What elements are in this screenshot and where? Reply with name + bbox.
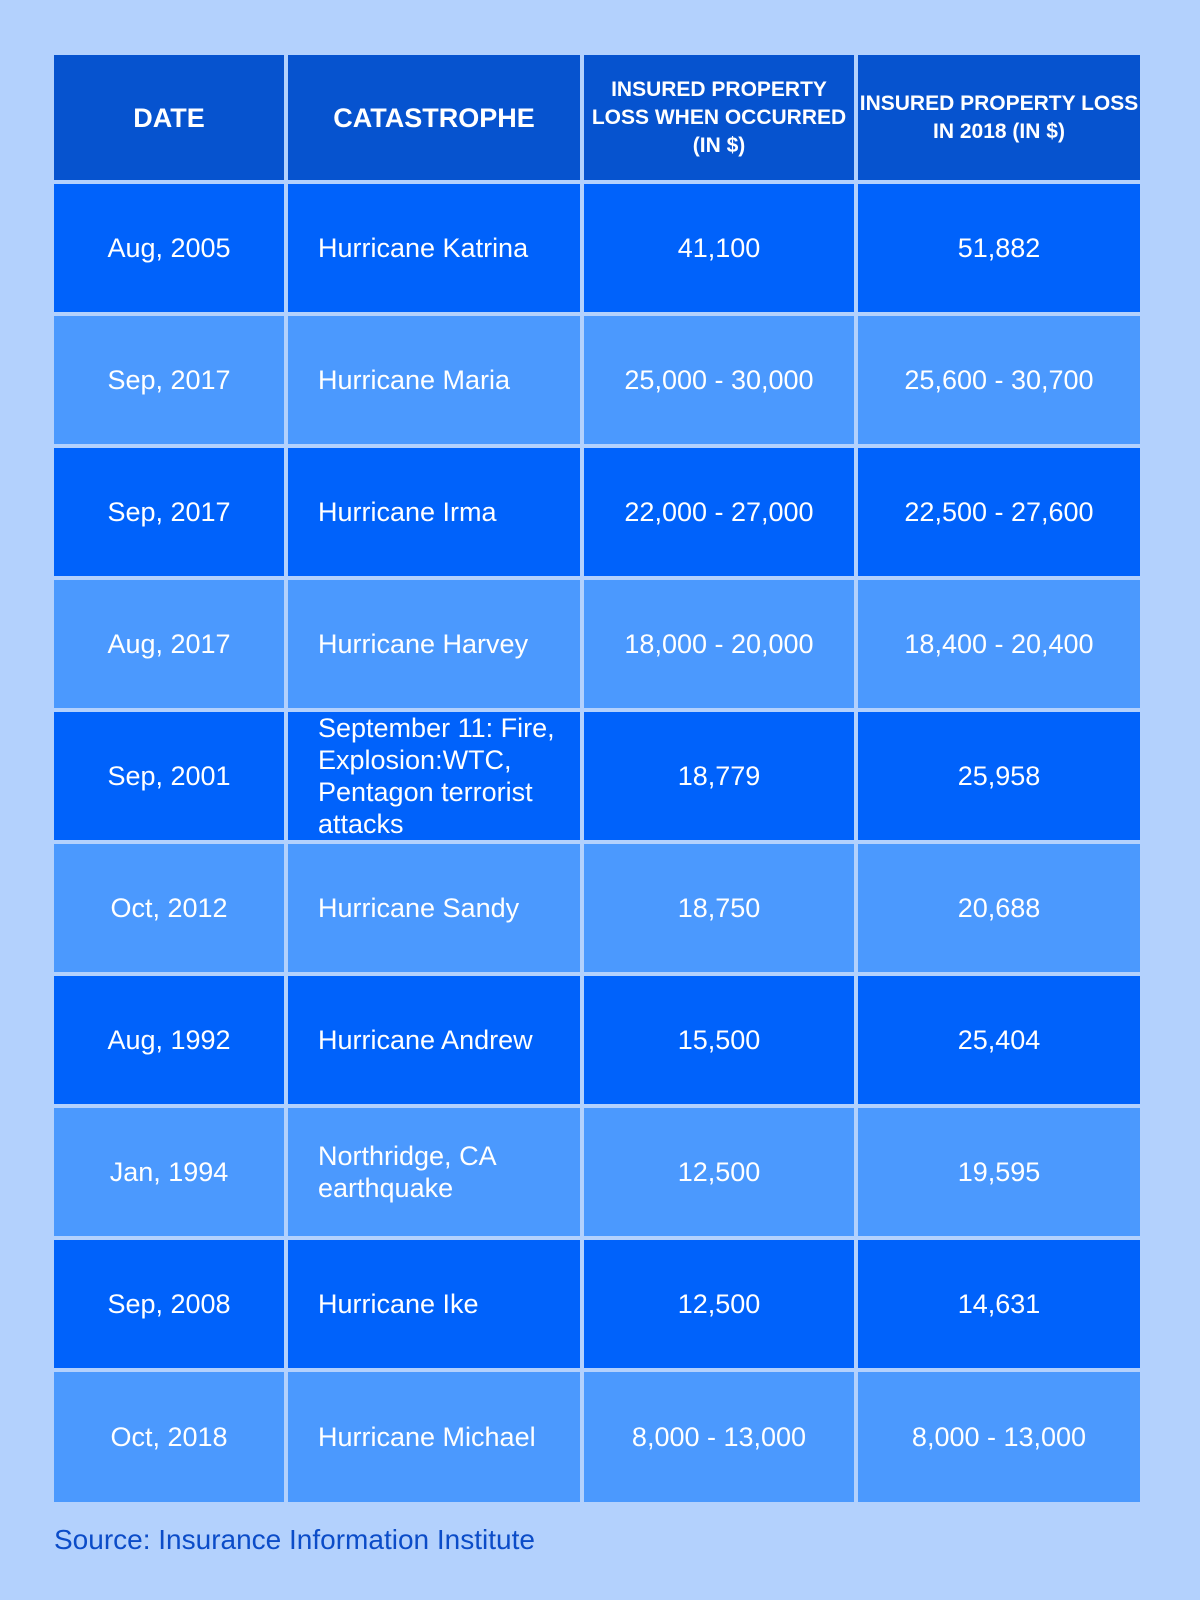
table-row [54,1106,1140,1238]
header-catastrophe: CATASTROPHE [286,55,582,182]
cell-loss-when-occurred: 18,750 [582,842,856,974]
cell-date: Sep, 2001 [54,710,286,842]
table-row [54,446,1140,578]
cell-date: Sep, 2017 [54,314,286,446]
cell-loss-2018: 8,000 - 13,000 [856,1370,1140,1502]
catastrophe-loss-table [54,55,1140,1502]
cell-loss-2018: 25,958 [856,710,1140,842]
header-loss-2018: INSURED PROPERTY LOSS IN 2018 (IN $) [856,55,1140,182]
table-row [54,182,1140,314]
cell-loss-2018: 22,500 - 27,600 [856,446,1140,578]
cell-catastrophe: Hurricane Ike [286,1238,582,1370]
cell-loss-2018: 25,600 - 30,700 [856,314,1140,446]
cell-loss-2018: 14,631 [856,1238,1140,1370]
cell-date: Aug, 1992 [54,974,286,1106]
cell-catastrophe: Northridge, CA earthquake [286,1106,582,1238]
cell-loss-when-occurred: 8,000 - 13,000 [582,1370,856,1502]
cell-date: Jan, 1994 [54,1106,286,1238]
table-header-row [54,55,1140,182]
cell-catastrophe: Hurricane Andrew [286,974,582,1106]
cell-loss-2018: 18,400 - 20,400 [856,578,1140,710]
cell-date: Sep, 2008 [54,1238,286,1370]
cell-date: Oct, 2018 [54,1370,286,1502]
cell-loss-when-occurred: 18,779 [582,710,856,842]
table-row [54,710,1140,842]
cell-loss-when-occurred: 12,500 [582,1106,856,1238]
table-row [54,1238,1140,1370]
table-row [54,314,1140,446]
cell-date: Aug, 2017 [54,578,286,710]
cell-catastrophe: Hurricane Michael [286,1370,582,1502]
cell-date: Aug, 2005 [54,182,286,314]
cell-loss-2018: 51,882 [856,182,1140,314]
table-row [54,578,1140,710]
table-row [54,1370,1140,1502]
header-loss-when-occurred: INSURED PROPERTY LOSS WHEN OCCURRED (IN $) [582,55,856,182]
cell-catastrophe: Hurricane Harvey [286,578,582,710]
table-row [54,842,1140,974]
table-body [54,182,1140,1502]
cell-loss-when-occurred: 18,000 - 20,000 [582,578,856,710]
cell-loss-2018: 19,595 [856,1106,1140,1238]
table-row [54,974,1140,1106]
cell-date: Sep, 2017 [54,446,286,578]
loss-table-container [54,55,1140,1502]
cell-loss-when-occurred: 22,000 - 27,000 [582,446,856,578]
cell-loss-when-occurred: 25,000 - 30,000 [582,314,856,446]
header-date: DATE [54,55,286,182]
cell-loss-when-occurred: 41,100 [582,182,856,314]
cell-catastrophe: Hurricane Maria [286,314,582,446]
cell-catastrophe: Hurricane Irma [286,446,582,578]
cell-catastrophe: Hurricane Katrina [286,182,582,314]
cell-loss-when-occurred: 15,500 [582,974,856,1106]
cell-catastrophe: Hurricane Sandy [286,842,582,974]
cell-catastrophe: September 11: Fire, Explosion:WTC, Pentagon terrorist attacks [286,710,582,842]
cell-date: Oct, 2012 [54,842,286,974]
source-note: Source: Insurance Information Institute [54,1524,535,1555]
cell-loss-2018: 25,404 [856,974,1140,1106]
cell-loss-when-occurred: 12,500 [582,1238,856,1370]
cell-loss-2018: 20,688 [856,842,1140,974]
